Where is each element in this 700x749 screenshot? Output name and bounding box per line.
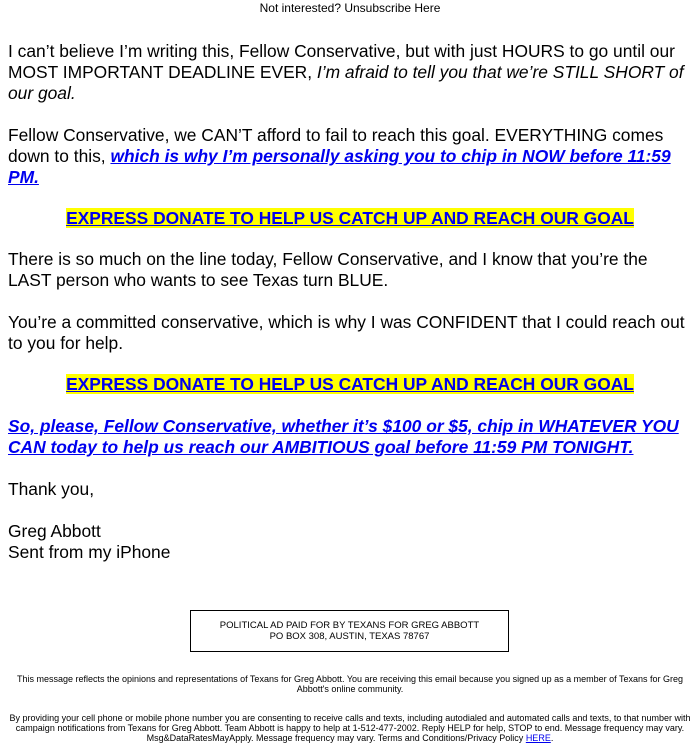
terms-privacy-link[interactable]: HERE <box>525 733 551 743</box>
paragraph-please <box>8 416 692 458</box>
footer-opinions: This message reflects the opinions and representations of Texans for Greg Abbott. You are receiving this email because you signed up as a member of Texans for Greg Abbott's online community. <box>16 674 684 694</box>
disclaimer-line-1: POLITICAL AD PAID FOR BY TEXANS FOR GREG ABBOTT <box>219 620 480 631</box>
paragraph-intro <box>8 41 692 104</box>
chip-in-link[interactable]: which is why I’m personally asking you to chip in NOW before 11:59 PM. <box>8 146 671 187</box>
email-body <box>0 17 700 563</box>
paragraph-ask <box>8 125 692 188</box>
footer-end-period: . <box>550 733 554 743</box>
paragraph-confident: You’re a committed conservative, which is why I was CONFIDENT that I could reach out to you for help. <box>8 312 685 353</box>
cta-row-2 <box>8 374 692 395</box>
intro-text: I can’t believe I’m writing this, Fellow Conservative, but with just HOURS to go until our MOST IMPORTANT DEADLINE EVER, <box>8 41 675 82</box>
cta-row-1 <box>8 208 692 229</box>
ask-text: Fellow Conservative, we CAN’T afford to fail to reach this goal. EVERYTHING comes down to this, <box>8 125 664 166</box>
paragraph-texas: There is so much on the line today, Fellow Conservative, and I know that you’re the LAST person who wants to see Texas turn BLUE. <box>8 249 648 290</box>
signature-name: Greg Abbott <box>8 521 101 541</box>
disclaimer-line-2: PO BOX 308, AUSTIN, TEXAS 78767 <box>269 631 430 642</box>
express-donate-button-2[interactable]: EXPRESS DONATE TO HELP US CATCH UP AND REACH OUR GOAL <box>66 374 634 394</box>
sms-consent-text: By providing your cell phone or mobile phone number you are consenting to receive calls and texts, including autodialed and automated calls and texts, to that number with campaign notifications from Texans for Greg Abbott. Team Abbott is happy to help at 1-512-477-2002. Reply HELP for help, STOP to end. Message frequency may vary. Msg&DataRatesMayApply. Message frequency may vary. Terms and Conditions/Privacy Policy <box>9 713 691 743</box>
signature-device: Sent from my iPhone <box>8 542 171 562</box>
political-ad-disclaimer <box>190 610 509 652</box>
footer-sms-consent <box>0 713 700 743</box>
unsubscribe-link[interactable]: Not interested? Unsubscribe Here <box>259 1 441 15</box>
intro-italic-text: I’m afraid to tell you that we’re STILL SHORT of our goal. <box>8 62 684 103</box>
express-donate-button-1[interactable]: EXPRESS DONATE TO HELP US CATCH UP AND REACH OUR GOAL <box>66 208 634 228</box>
unsubscribe-bar <box>0 0 700 17</box>
closing-text: Thank you, <box>8 479 95 499</box>
whatever-you-can-link[interactable]: So, please, Fellow Conservative, whether it’s $100 or $5, chip in WHATEVER YOU CAN today to help us reach our AMBITIOUS goal before 11:59 PM TONIGHT. <box>8 416 679 457</box>
